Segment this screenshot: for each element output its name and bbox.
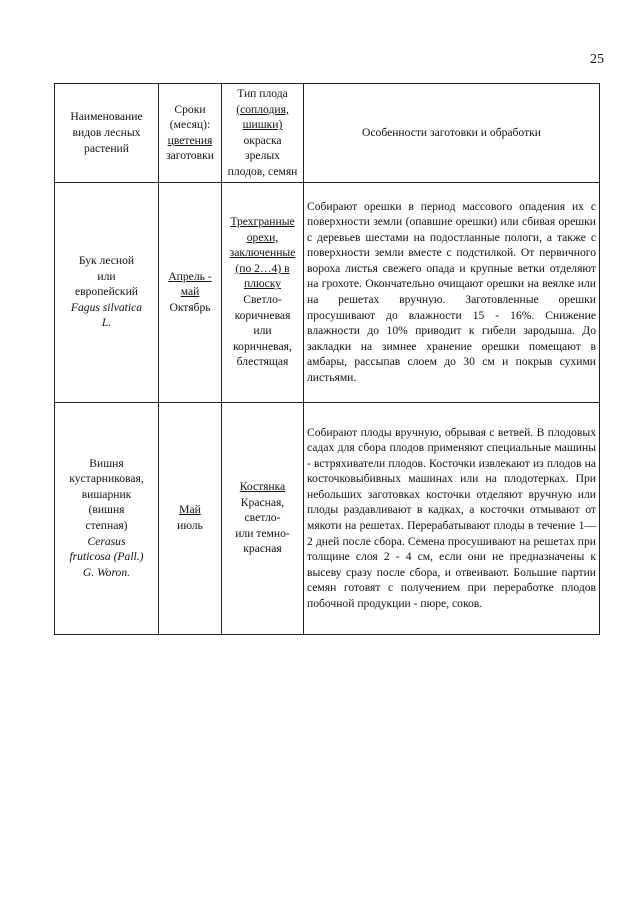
table-header-row xyxy=(55,84,600,183)
seed-harvest-table xyxy=(54,83,600,635)
flowering-term: Апрель - xyxy=(168,269,212,283)
species-latin-line: G. Woron. xyxy=(82,565,131,579)
fruit-type-line: (по 2…4) в xyxy=(235,261,290,275)
fruit-color-line: блестящая xyxy=(236,355,289,369)
fruit-color-line: коричневая xyxy=(234,308,291,322)
species-name-line: европейский xyxy=(75,285,138,299)
species-name-line: вишарник xyxy=(81,487,132,501)
header-features: Особенности заготовки и обработки xyxy=(304,84,600,183)
header-species-line: Наименование xyxy=(70,110,143,124)
flowering-term: Май xyxy=(179,503,201,517)
fruit-color-line: или xyxy=(253,324,272,338)
header-species-line: видов лесных xyxy=(72,125,141,139)
fruit-type-line: Костянка xyxy=(239,480,286,494)
species-latin-line: Cerasus xyxy=(87,534,126,548)
header-fruit-line: зрелых xyxy=(245,149,280,163)
fruit-type-line: орехи, xyxy=(246,230,279,244)
header-terms-line: Сроки xyxy=(174,102,206,116)
species-name-line: или xyxy=(97,269,116,283)
species-name-cell xyxy=(55,182,159,402)
header-species-line: растений xyxy=(84,141,129,155)
fruit-cell xyxy=(222,182,304,402)
harvest-term: июль xyxy=(177,519,203,533)
fruit-color-line: Красная, xyxy=(240,495,285,509)
terms-cell xyxy=(159,182,222,402)
terms-cell xyxy=(159,402,222,634)
header-species xyxy=(55,84,159,183)
table-row xyxy=(55,182,600,402)
header-terms-harvest: заготовки xyxy=(166,149,214,163)
fruit-color-line: или темно- xyxy=(235,526,290,540)
header-terms xyxy=(159,84,222,183)
fruit-type-line: заключенные xyxy=(229,246,296,260)
header-fruit-underlined: (соплодия, xyxy=(236,102,289,116)
species-latin-line: L. xyxy=(101,316,112,330)
species-latin-line: fruticosa (Pall.) xyxy=(69,550,144,564)
harvest-term: Октябрь xyxy=(169,300,211,314)
fruit-color-line: коричневая, xyxy=(233,339,292,353)
header-terms-flowering: цветения xyxy=(167,133,213,147)
table-row xyxy=(55,402,600,634)
page-number: 25 xyxy=(590,52,604,67)
species-name-line: Вишня xyxy=(89,456,124,470)
species-name-line: (вишня xyxy=(88,503,125,517)
fruit-color-line: Светло- xyxy=(243,293,282,307)
header-fruit xyxy=(222,84,304,183)
fruit-type-line: плюску xyxy=(243,277,282,291)
species-name-line: кустарниковая, xyxy=(69,472,144,486)
header-fruit-underlined: шишки) xyxy=(242,118,283,132)
flowering-term: май xyxy=(180,285,200,299)
fruit-cell xyxy=(222,402,304,634)
header-fruit-line: Тип плода xyxy=(237,87,288,100)
species-latin-line: Fagus silvatica xyxy=(70,300,143,314)
header-terms-line: (месяц): xyxy=(169,118,211,132)
species-name-cell xyxy=(55,402,159,634)
description-cell: Собирают плоды вручную, обрывая с ветвей. В плодовых садах для сбора плодов применяют специальные машины - встряхиватели плодов. Косточки извлекают из плодов на косточковыбивных машинах или на плодотерках. При небольших заготовках косточки отделяют вручную или плоды раздавливают в кадках, а косточки отмывают от мякоти на решетах. Перерабатывают плоды в течение 1—2 дней после сбора. Семена просушивают на решетах при толщине слоя 2 - 4 см, если они не предназначены к высеву сразу после сбора, и отвеивают. Большие партии семян готовят с получением при переработке плодов побочной продукции - пюре, соков. xyxy=(304,402,600,634)
species-name-line: степная) xyxy=(85,519,128,533)
fruit-color-line: светло- xyxy=(244,511,281,525)
species-name-line: Бук лесной xyxy=(78,254,135,268)
description-cell: Собирают орешки в период массового опадения их с поверхности земли (опавшие орешки) или сбивая орешки с деревьев шестами на подостланные пологи, а также с поверхности земли вместе с подстилкой. От первичного вороха листья свежего опада и крупные ветки отделяют на грохоте. Окончательно очищают орешки на веялке или на решетах вручную. Заготовленные орешки просушивают до влажности 15 - 16%. Снижение влажности до 10% приводит к гибели зародыша. До закладки на зимнее хранение орешки помещают в амбары, рассыпав слоем до 30 см и покрыв сухими листьями. xyxy=(304,182,600,402)
header-fruit-line: плодов, семян xyxy=(227,164,298,178)
fruit-color-line: красная xyxy=(243,542,282,556)
header-fruit-line: окраска xyxy=(243,133,282,147)
fruit-type-line: Трехгранные xyxy=(230,215,295,229)
